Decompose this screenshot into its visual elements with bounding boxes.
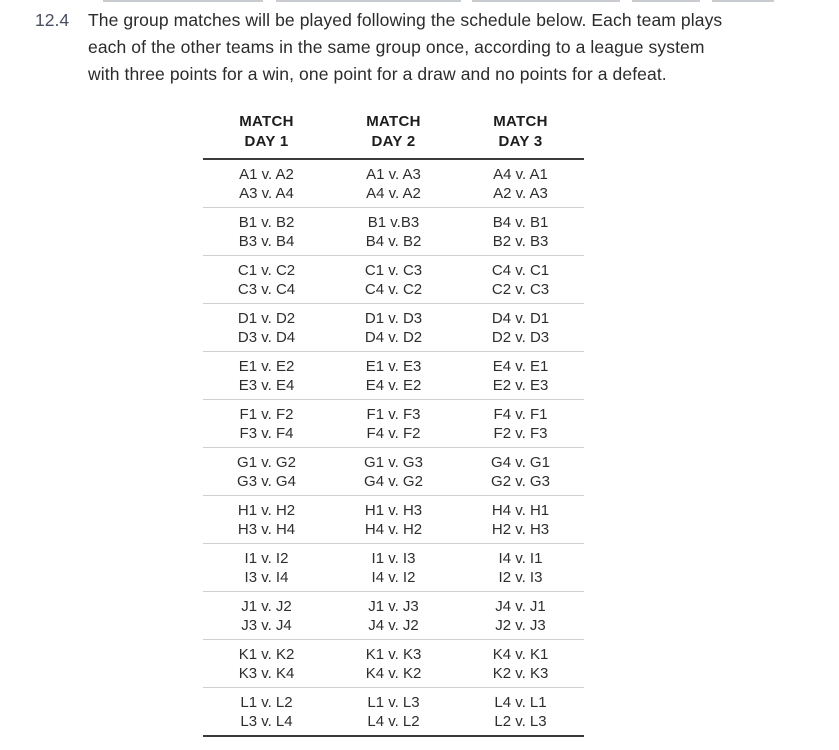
match-cell bbox=[330, 405, 457, 443]
match-text: E4 v. E1 bbox=[492, 357, 549, 375]
match-text: A3 v. A4 bbox=[239, 184, 294, 202]
match-text: F1 v. F3 bbox=[366, 405, 421, 423]
match-group-row-J bbox=[203, 592, 584, 640]
match-text: B4 v. B2 bbox=[365, 232, 422, 250]
match-cell bbox=[203, 213, 330, 251]
match-text: E4 v. E2 bbox=[365, 376, 422, 394]
paragraph-line-2: each of the other teams in the same group once, according to a league system bbox=[88, 37, 705, 57]
match-text: H1 v. H3 bbox=[364, 501, 423, 519]
match-cell bbox=[203, 261, 330, 299]
match-text: I1 v. I2 bbox=[244, 549, 289, 567]
match-table-body bbox=[203, 160, 584, 737]
match-text: E1 v. E2 bbox=[238, 357, 295, 375]
match-text: F1 v. F2 bbox=[239, 405, 294, 423]
match-group-row-D bbox=[203, 304, 584, 352]
match-text: A1 v. A3 bbox=[366, 165, 421, 183]
match-text: I3 v. I4 bbox=[244, 568, 289, 586]
match-cell bbox=[457, 165, 584, 203]
match-text: H1 v. H2 bbox=[237, 501, 296, 519]
match-text: K4 v. K1 bbox=[492, 645, 549, 663]
match-text: I1 v. I3 bbox=[371, 549, 416, 567]
match-cell bbox=[457, 261, 584, 299]
cropped-text-remnant bbox=[0, 0, 839, 3]
match-cell bbox=[457, 501, 584, 539]
match-group-row-A bbox=[203, 160, 584, 208]
match-text: L1 v. L2 bbox=[240, 693, 293, 711]
match-text: G1 v. G3 bbox=[364, 453, 423, 471]
match-cell bbox=[457, 597, 584, 635]
match-text: F4 v. F2 bbox=[366, 424, 421, 442]
match-text: B2 v. B3 bbox=[492, 232, 549, 250]
match-text: G3 v. G4 bbox=[237, 472, 296, 490]
match-text: D1 v. D3 bbox=[364, 309, 423, 327]
match-text: H2 v. H3 bbox=[491, 520, 550, 538]
match-cell bbox=[330, 165, 457, 203]
match-text: J4 v. J1 bbox=[495, 597, 546, 615]
section-paragraph bbox=[88, 7, 722, 88]
match-text: L4 v. L2 bbox=[367, 712, 420, 730]
match-group-row-K bbox=[203, 640, 584, 688]
column-header-day3 bbox=[457, 112, 584, 152]
column-header-line: DAY 2 bbox=[371, 133, 416, 150]
match-cell bbox=[203, 693, 330, 731]
match-text: K2 v. K3 bbox=[492, 664, 549, 682]
match-text: B1 v.B3 bbox=[367, 213, 420, 231]
match-cell bbox=[457, 357, 584, 395]
match-cell bbox=[330, 549, 457, 587]
match-text: D3 v. D4 bbox=[237, 328, 296, 346]
column-header-line: DAY 1 bbox=[244, 133, 289, 150]
section-12-4 bbox=[35, 7, 805, 88]
match-cell bbox=[203, 645, 330, 683]
match-text: C1 v. C2 bbox=[237, 261, 296, 279]
match-cell bbox=[203, 357, 330, 395]
match-cell bbox=[457, 309, 584, 347]
match-text: K3 v. K4 bbox=[238, 664, 295, 682]
match-text: L1 v. L3 bbox=[367, 693, 420, 711]
match-text: I4 v. I1 bbox=[498, 549, 543, 567]
match-text: L2 v. L3 bbox=[494, 712, 547, 730]
match-text: J1 v. J3 bbox=[368, 597, 419, 615]
match-text: J3 v. J4 bbox=[241, 616, 292, 634]
match-text: G4 v. G2 bbox=[364, 472, 423, 490]
match-cell bbox=[203, 453, 330, 491]
match-text: L3 v. L4 bbox=[240, 712, 293, 730]
match-cell bbox=[203, 405, 330, 443]
match-group-row-F bbox=[203, 400, 584, 448]
match-text: C3 v. C4 bbox=[237, 280, 296, 298]
match-text: G4 v. G1 bbox=[491, 453, 550, 471]
match-cell bbox=[203, 501, 330, 539]
match-table-head bbox=[203, 112, 584, 160]
match-cell bbox=[330, 453, 457, 491]
match-text: E2 v. E3 bbox=[492, 376, 549, 394]
match-cell bbox=[457, 693, 584, 731]
match-text: D4 v. D2 bbox=[364, 328, 423, 346]
match-cell bbox=[330, 213, 457, 251]
match-text: K4 v. K2 bbox=[365, 664, 422, 682]
match-group-row-E bbox=[203, 352, 584, 400]
match-text: B1 v. B2 bbox=[238, 213, 295, 231]
match-text: G1 v. G2 bbox=[237, 453, 296, 471]
match-group-row-L bbox=[203, 688, 584, 737]
match-text: F4 v. F1 bbox=[493, 405, 548, 423]
match-text: D2 v. D3 bbox=[491, 328, 550, 346]
match-group-row-H bbox=[203, 496, 584, 544]
match-text: F3 v. F4 bbox=[239, 424, 294, 442]
match-cell bbox=[330, 309, 457, 347]
match-cell bbox=[330, 597, 457, 635]
column-header-line: MATCH bbox=[239, 113, 294, 130]
paragraph-line-3: with three points for a win, one point for a draw and no points for a defeat. bbox=[88, 64, 667, 84]
column-header-line: DAY 3 bbox=[498, 133, 543, 150]
paragraph-line-1: The group matches will be played following the schedule below. Each team plays bbox=[88, 10, 723, 30]
column-header-day2 bbox=[330, 112, 457, 152]
match-text: J1 v. J2 bbox=[241, 597, 292, 615]
match-text: J4 v. J2 bbox=[368, 616, 419, 634]
match-text: C4 v. C2 bbox=[364, 280, 423, 298]
match-text: G2 v. G3 bbox=[491, 472, 550, 490]
match-schedule-table bbox=[203, 112, 584, 737]
match-text: I4 v. I2 bbox=[371, 568, 416, 586]
match-cell bbox=[330, 645, 457, 683]
match-text: D1 v. D2 bbox=[237, 309, 296, 327]
match-text: A4 v. A1 bbox=[493, 165, 548, 183]
match-cell bbox=[457, 645, 584, 683]
match-text: B4 v. B1 bbox=[492, 213, 549, 231]
match-text: J2 v. J3 bbox=[495, 616, 546, 634]
match-text: E1 v. E3 bbox=[365, 357, 422, 375]
match-text: K1 v. K2 bbox=[238, 645, 295, 663]
match-cell bbox=[203, 549, 330, 587]
match-text: A2 v. A3 bbox=[493, 184, 548, 202]
match-text: H4 v. H2 bbox=[364, 520, 423, 538]
match-cell bbox=[203, 165, 330, 203]
match-text: K1 v. K3 bbox=[365, 645, 422, 663]
match-group-row-B bbox=[203, 208, 584, 256]
match-text: F2 v. F3 bbox=[493, 424, 548, 442]
match-text: C2 v. C3 bbox=[491, 280, 550, 298]
match-text: A1 v. A2 bbox=[239, 165, 294, 183]
match-text: A4 v. A2 bbox=[366, 184, 421, 202]
match-text: E3 v. E4 bbox=[238, 376, 295, 394]
section-number: 12.4 bbox=[35, 10, 70, 30]
match-cell bbox=[203, 309, 330, 347]
column-header-line: MATCH bbox=[366, 113, 421, 130]
match-text: B3 v. B4 bbox=[238, 232, 295, 250]
match-cell bbox=[457, 549, 584, 587]
match-group-row-G bbox=[203, 448, 584, 496]
match-group-row-I bbox=[203, 544, 584, 592]
match-group-row-C bbox=[203, 256, 584, 304]
match-cell bbox=[330, 261, 457, 299]
match-text: I2 v. I3 bbox=[498, 568, 543, 586]
match-text: H4 v. H1 bbox=[491, 501, 550, 519]
match-cell bbox=[457, 405, 584, 443]
match-cell bbox=[203, 597, 330, 635]
match-cell bbox=[457, 453, 584, 491]
match-cell bbox=[330, 693, 457, 731]
match-cell bbox=[330, 357, 457, 395]
match-text: L4 v. L1 bbox=[494, 693, 547, 711]
column-header-line: MATCH bbox=[493, 113, 548, 130]
match-cell bbox=[457, 213, 584, 251]
match-text: D4 v. D1 bbox=[491, 309, 550, 327]
match-text: C1 v. C3 bbox=[364, 261, 423, 279]
column-header-day1 bbox=[203, 112, 330, 152]
match-text: H3 v. H4 bbox=[237, 520, 296, 538]
match-cell bbox=[330, 501, 457, 539]
match-text: C4 v. C1 bbox=[491, 261, 550, 279]
